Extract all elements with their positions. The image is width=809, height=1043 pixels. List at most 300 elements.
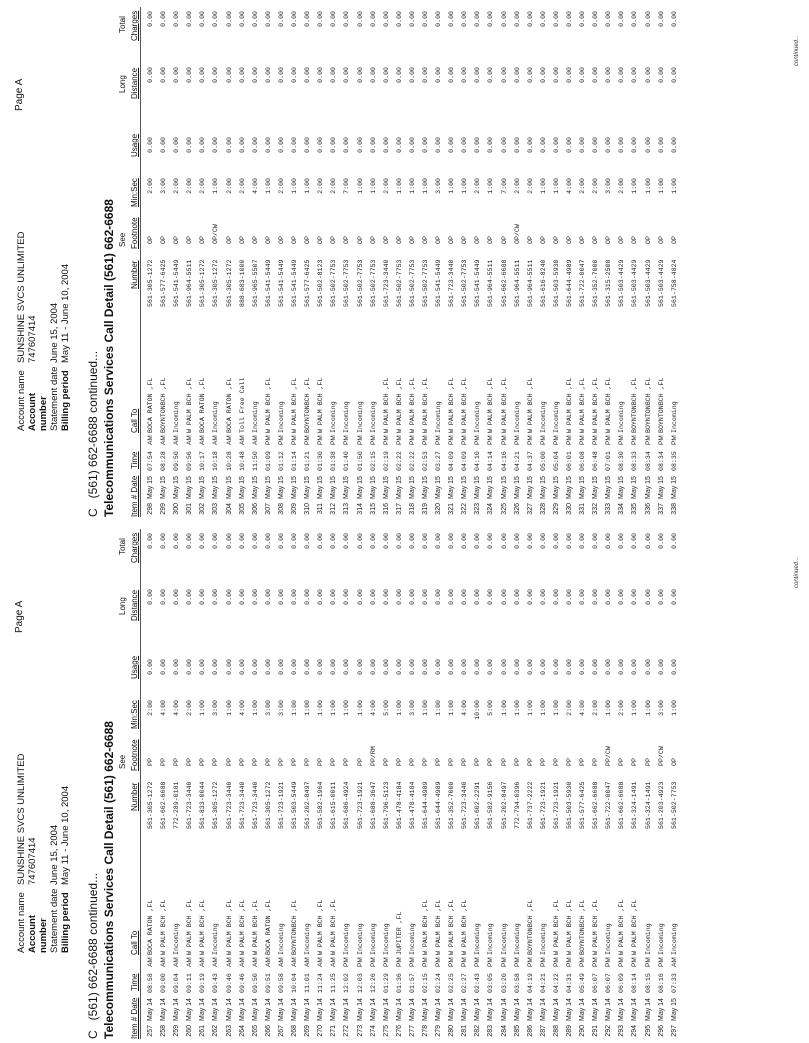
- section-letter: C: [86, 1030, 100, 1039]
- call-time: 09:43: [212, 973, 220, 993]
- call-to: W PALM BCH ,FL: [435, 899, 443, 955]
- duration: 1:00: [343, 700, 351, 716]
- long-distance-charge: 0.00: [330, 589, 338, 605]
- table-row: [380, 529, 393, 1039]
- long-distance-charge: 0.00: [500, 589, 508, 605]
- call-to: BOYNTONBCH ,FL: [579, 899, 587, 955]
- usage-charge: 0.00: [238, 659, 246, 675]
- item-number: 313: [343, 503, 351, 515]
- duration: 3:00: [277, 700, 285, 716]
- call-time: 11:50: [251, 451, 259, 471]
- phone-number: 561-541-5449: [264, 259, 272, 307]
- phone-number: 561-502-7753: [343, 259, 351, 307]
- total-charge: 0.00: [264, 11, 272, 27]
- item-number: 316: [382, 503, 390, 515]
- usage-charge: 0.00: [225, 137, 233, 153]
- total-charge: 0.00: [644, 533, 652, 549]
- table-row: [314, 529, 327, 1039]
- long-distance-charge: 0.00: [173, 67, 181, 83]
- total-charge: 0.00: [304, 533, 312, 549]
- call-ampm: PM: [343, 435, 351, 445]
- footnote-code: PP: [526, 758, 534, 766]
- footnote-header: Footnote: [130, 217, 139, 249]
- duration: 3:00: [408, 700, 416, 716]
- item-number: 271: [330, 1025, 338, 1037]
- call-to: BOYNTONBCH ,FL: [304, 377, 312, 433]
- time-header: Time: [130, 973, 139, 991]
- usage-charge: 0.00: [160, 659, 168, 675]
- call-date: May 15: [291, 476, 299, 499]
- footnote-code: OP: [395, 236, 403, 244]
- long-distance-charge: 0.00: [435, 67, 443, 83]
- item-number: 270: [317, 1025, 325, 1037]
- table-row: [393, 7, 406, 517]
- long-distance-charge: 0.00: [605, 589, 613, 605]
- phone-number: 561-502-7753: [408, 259, 416, 307]
- duration: 2:00: [526, 178, 534, 194]
- call-time: 10:48: [238, 451, 246, 471]
- call-time: 01:12: [277, 451, 285, 471]
- footnote-code: PP/RM: [369, 746, 377, 766]
- long-distance-charge: 0.00: [199, 67, 207, 83]
- phone-number: 561-502-7753: [356, 259, 364, 307]
- phone-number: 561-737-2222: [526, 781, 534, 829]
- call-time: 08:28: [160, 451, 168, 471]
- call-time: 12:03: [356, 973, 364, 993]
- call-ampm: PM: [343, 957, 351, 967]
- duration: 1:00: [448, 178, 456, 194]
- table-row: [196, 7, 209, 517]
- call-time: 04:37: [526, 451, 534, 471]
- call-ampm: PM: [657, 957, 665, 967]
- item-number: 311: [317, 503, 325, 515]
- duration: 2:00: [186, 700, 194, 716]
- long-distance-charge: 0.00: [317, 67, 325, 83]
- total-charge: 0.00: [212, 11, 220, 27]
- call-ampm: AM: [147, 957, 154, 967]
- total-charge: 0.00: [566, 533, 573, 549]
- call-time: 08:34: [644, 451, 652, 471]
- total-charge: 0.00: [395, 11, 403, 27]
- statement-date-value: June 15, 2004: [49, 302, 60, 363]
- item-number: 312: [330, 503, 338, 515]
- call-to: BOYNTONBCH ,FL: [291, 899, 299, 955]
- call-ampm: AM: [238, 435, 246, 445]
- call-ampm: PM: [291, 435, 299, 445]
- duration: 1:00: [408, 178, 416, 194]
- phone-number: 561-723-3440: [238, 781, 246, 829]
- table-row: [301, 7, 314, 517]
- phone-number: 561-616-8240: [539, 259, 547, 307]
- call-date: May 15: [264, 476, 272, 499]
- call-date: May 15: [670, 998, 678, 1021]
- long-distance-charge: 0.00: [343, 67, 351, 83]
- statement-date-label: Statement date: [49, 888, 60, 953]
- footnote-code: OP: [657, 236, 665, 244]
- call-ampm: AM: [330, 957, 338, 967]
- total-charge: 0.00: [277, 533, 285, 549]
- long-distance-charge: 0.00: [552, 589, 560, 605]
- item-number: 290: [579, 1025, 587, 1037]
- duration: 4:00: [238, 700, 246, 716]
- call-ampm: PM: [552, 957, 560, 967]
- call-to: W PALM BCH ,FL: [421, 377, 429, 433]
- call-to: W PALM BCH ,FL: [251, 899, 259, 955]
- call-to: W PALM BCH ,FL: [448, 377, 456, 433]
- footnote-code: OP: [382, 236, 390, 244]
- table-row: [183, 529, 196, 1039]
- footnote-code: PP: [382, 758, 390, 766]
- call-time: 08:16: [657, 973, 665, 993]
- call-date: May 15: [657, 476, 665, 499]
- footnote-code: OP: [356, 236, 364, 244]
- call-time: 02:27: [461, 973, 469, 993]
- footnote-code: PP: [291, 758, 299, 766]
- charges-header: Charges: [130, 532, 139, 563]
- item-number: 276: [395, 1025, 403, 1037]
- usage-charge: 0.00: [369, 659, 377, 675]
- call-ampm: AM: [160, 435, 168, 445]
- total-charge: 0.00: [251, 533, 259, 549]
- call-to: W PALM BCH ,FL: [526, 377, 534, 433]
- total-charge: 0.00: [605, 11, 613, 27]
- long-distance-charge: 0.00: [382, 67, 390, 83]
- table-row: [498, 529, 511, 1039]
- usage-charge: 0.00: [304, 659, 312, 675]
- usage-charge: 0.00: [291, 659, 299, 675]
- page-label: Page A: [14, 78, 25, 111]
- item-number: 325: [500, 503, 508, 515]
- call-ampm: PM: [539, 435, 547, 445]
- long-distance-charge: 0.00: [579, 589, 587, 605]
- duration: 1:00: [526, 700, 534, 716]
- phone-number: 561-615-0011: [330, 781, 338, 829]
- call-date: May 14: [147, 998, 154, 1021]
- long-distance-charge: 0.00: [356, 589, 364, 605]
- phone-number: 561-686-4924: [343, 781, 351, 829]
- long-distance-charge: 0.00: [395, 67, 403, 83]
- phone-number: 888-683-1000: [238, 259, 246, 307]
- call-ampm: PM: [605, 435, 613, 445]
- item-date-header: Item # Date: [130, 475, 139, 517]
- footnote-code: PP: [317, 758, 325, 766]
- phone-number: 561-723-3440: [225, 781, 233, 829]
- usage-charge: 0.00: [304, 137, 312, 153]
- usage-charge: 0.00: [566, 137, 573, 153]
- long-distance-charge: 0.00: [500, 67, 508, 83]
- call-date: May 15: [395, 476, 403, 499]
- phone-number: 561-305-1272: [199, 259, 207, 307]
- total-charge: 0.00: [448, 533, 456, 549]
- call-date: May 15: [343, 476, 351, 499]
- call-time: 07:54: [147, 451, 154, 471]
- call-ampm: PM: [526, 435, 534, 445]
- table-row: [537, 529, 550, 1039]
- call-ampm: AM: [199, 435, 207, 445]
- call-to: Incoming: [487, 923, 495, 955]
- call-time: 04:21: [539, 973, 547, 993]
- continued-heading-text: (561) 662-6688 continued...: [86, 872, 100, 1021]
- call-date: May 14: [618, 998, 626, 1021]
- phone-number: 561-662-6688: [618, 781, 626, 829]
- duration: 2:00: [225, 178, 233, 194]
- call-time: 01:50: [356, 451, 364, 471]
- long-distance-charge: 0.00: [277, 67, 285, 83]
- footnote-code: OP: [461, 236, 469, 244]
- call-to: BOCA RATON ,FL: [264, 899, 272, 955]
- item-number: 284: [500, 1025, 508, 1037]
- duration: 1:00: [251, 700, 259, 716]
- footnote-code: PP: [408, 758, 416, 766]
- total-charge: 0.00: [487, 11, 495, 27]
- phone-number: 561-662-6688: [160, 781, 168, 829]
- item-number: 331: [579, 503, 587, 515]
- table-row: [550, 7, 563, 517]
- total-charge: 0.00: [526, 11, 534, 27]
- phone-number: 561-541-5449: [173, 259, 181, 307]
- call-date: May 15: [461, 476, 469, 499]
- statement-page-left: [0, 522, 809, 1043]
- usage-charge: 0.00: [356, 137, 364, 153]
- call-ampm: PM: [317, 435, 325, 445]
- call-time: 04:22: [552, 973, 560, 993]
- table-row: [314, 7, 327, 517]
- usage-charge: 0.00: [435, 137, 443, 153]
- footnote-code: OP: [251, 236, 259, 244]
- footnote-code: PP: [513, 758, 521, 766]
- call-to: W PALM BCH ,FL: [264, 377, 272, 433]
- call-ampm: PM: [474, 957, 482, 967]
- call-to: Incoming: [343, 401, 351, 433]
- call-time: 03:20: [500, 973, 508, 993]
- item-number: 303: [212, 503, 220, 515]
- usage-charge: 0.00: [552, 137, 560, 153]
- call-date: May 15: [356, 476, 364, 499]
- table-row: [157, 7, 170, 517]
- item-number: 335: [631, 503, 639, 515]
- usage-charge: 0.00: [487, 659, 495, 675]
- total-charge: 0.00: [199, 11, 207, 27]
- call-to: BOCA RATON ,FL: [147, 899, 154, 955]
- long-distance-charge: 0.00: [448, 67, 456, 83]
- usage-charge: 0.00: [251, 137, 259, 153]
- item-number: 309: [291, 503, 299, 515]
- item-number: 278: [421, 1025, 429, 1037]
- table-row: [628, 7, 641, 517]
- phone-number: 772-794-0396: [513, 781, 521, 829]
- statement-date-value: June 15, 2004: [49, 824, 60, 885]
- duration: 4:00: [461, 700, 469, 716]
- call-date: May 14: [277, 998, 285, 1021]
- call-to: W PALM BCH ,FL: [186, 899, 194, 955]
- total-charge: 0.00: [317, 533, 325, 549]
- call-date: May 14: [369, 998, 377, 1021]
- call-time: 06:07: [592, 973, 600, 993]
- call-ampm: PM: [592, 957, 600, 967]
- usage-charge: 0.00: [670, 659, 678, 675]
- call-to: Incoming: [435, 401, 443, 433]
- total-charge: 0.00: [408, 533, 416, 549]
- call-date: May 14: [657, 998, 665, 1021]
- table-row: [563, 7, 576, 517]
- long-distance-charge: 0.00: [566, 67, 573, 83]
- item-number: 259: [173, 1025, 181, 1037]
- call-time: 02:15: [369, 451, 377, 471]
- usage-charge: 0.00: [500, 137, 508, 153]
- call-date: May 14: [592, 998, 600, 1021]
- footnote-code: OP: [474, 236, 482, 244]
- call-to: Incoming: [605, 923, 613, 955]
- table-row: [275, 529, 288, 1039]
- call-date: May 14: [160, 998, 168, 1021]
- call-ampm: PM: [395, 435, 403, 445]
- call-time: 04:21: [513, 451, 521, 471]
- phone-number: 561-723-3440: [382, 259, 390, 307]
- phone-number: 561-305-1272: [147, 781, 154, 829]
- duration: 1:00: [631, 178, 639, 194]
- call-ampm: PM: [408, 957, 416, 967]
- usage-charge: 0.00: [448, 137, 456, 153]
- billing-period-value: May 11 - June 10, 2004: [60, 263, 71, 363]
- table-row: [419, 7, 432, 517]
- duration: 1:00: [539, 178, 547, 194]
- item-number: 258: [160, 1025, 168, 1037]
- call-date: May 15: [277, 476, 285, 499]
- call-ampm: PM: [382, 957, 390, 967]
- call-to: Incoming: [330, 401, 338, 433]
- phone-number: 561-662-6688: [592, 781, 600, 829]
- call-ampm: PM: [356, 957, 364, 967]
- table-row: [432, 7, 445, 517]
- phone-number: 561-758-4824: [670, 259, 678, 307]
- usage-charge: 0.00: [147, 137, 154, 153]
- call-ampm: AM: [186, 957, 194, 967]
- call-time: 06:09: [618, 973, 626, 993]
- total-charge: 0.00: [238, 533, 246, 549]
- call-to: W PALM BCH ,FL: [579, 377, 587, 433]
- table-row: [406, 529, 419, 1039]
- item-number: 328: [539, 503, 547, 515]
- phone-number: 561-324-1491: [644, 781, 652, 829]
- total-charge: 0.00: [618, 533, 626, 549]
- table-row: [642, 7, 655, 517]
- header-rule: [140, 529, 141, 1039]
- call-time: 09:46: [238, 973, 246, 993]
- item-date-header: Item # Date: [130, 997, 139, 1039]
- account-name-label: Account name: [16, 892, 27, 953]
- table-row: [458, 529, 471, 1039]
- call-to: BOYNTONBCH ,FL: [657, 377, 665, 433]
- long-distance-charge: 0.00: [160, 67, 168, 83]
- duration: 2:00: [147, 178, 154, 194]
- duration: 4:00: [173, 700, 181, 716]
- total-charge: 0.00: [657, 533, 665, 549]
- duration: 1:00: [448, 700, 456, 716]
- total-charge: 0.00: [160, 533, 168, 549]
- call-time: 01:40: [343, 451, 351, 471]
- phone-number: 561-203-4923: [657, 781, 665, 829]
- footnote-code: OP: [173, 236, 181, 244]
- footnote-code: OP: [618, 236, 626, 244]
- item-number: 299: [160, 503, 168, 515]
- duration: 2:00: [566, 700, 573, 716]
- total-charge: 0.00: [147, 533, 154, 549]
- long-distance-charge: 0.00: [264, 67, 272, 83]
- footnote-code: PP: [644, 758, 652, 766]
- call-ampm: PM: [395, 957, 403, 967]
- item-number: 274: [369, 1025, 377, 1037]
- footnote-code: OP: [147, 236, 154, 244]
- call-to: W PALM BCH ,FL: [330, 899, 338, 955]
- duration: 2:00: [592, 700, 600, 716]
- call-ampm: PM: [631, 435, 639, 445]
- table-row: [511, 529, 524, 1039]
- duration: 1:00: [395, 700, 403, 716]
- footnote-code: PP: [500, 758, 508, 766]
- call-to: Incoming: [500, 923, 508, 955]
- long-distance-charge: 0.00: [199, 589, 207, 605]
- call-ampm: PM: [277, 435, 285, 445]
- column-header: [118, 529, 142, 1039]
- item-number: 285: [513, 1025, 521, 1037]
- duration: 2:00: [592, 178, 600, 194]
- total-charge: 0.00: [618, 11, 626, 27]
- footnote-code: PP: [618, 758, 626, 766]
- call-ampm: AM: [317, 957, 325, 967]
- table-row: [484, 7, 497, 517]
- call-to: W PALM BCH ,FL: [605, 377, 613, 433]
- total-charge: 0.00: [513, 533, 521, 549]
- total-charge: 0.00: [539, 11, 547, 27]
- duration: 4:00: [251, 178, 259, 194]
- duration: 1:00: [539, 700, 547, 716]
- call-date: May 15: [539, 476, 547, 499]
- usage-charge: 0.00: [579, 137, 587, 153]
- table-row: [223, 529, 236, 1039]
- call-ampm: PM: [382, 435, 390, 445]
- call-to: Incoming: [369, 923, 377, 955]
- call-date: May 14: [474, 998, 482, 1021]
- footnote-code: OP: [330, 236, 338, 244]
- table-row: [602, 7, 615, 517]
- usage-charge: 0.00: [605, 659, 613, 675]
- duration: 1:00: [356, 700, 364, 716]
- call-time: 02:22: [395, 451, 403, 471]
- footnote-code: PP/CW: [657, 746, 665, 766]
- phone-number: 561-833-0044: [199, 781, 207, 829]
- phone-number: 561-541-5449: [474, 259, 482, 307]
- call-time: 01:21: [304, 451, 312, 471]
- footnote-code: PP: [448, 758, 456, 766]
- call-time: 08:58: [147, 973, 154, 993]
- call-time: 01:29: [382, 973, 390, 993]
- billing-period-label: Billing period: [60, 892, 71, 953]
- item-number: 319: [421, 503, 429, 515]
- call-ampm: PM: [487, 957, 495, 967]
- duration: 3:00: [212, 700, 220, 716]
- phone-number: 561-723-1921: [356, 781, 364, 829]
- call-to: Incoming: [513, 923, 521, 955]
- duration: 4:00: [566, 178, 573, 194]
- call-date: May 14: [421, 998, 429, 1021]
- footnote-code: OP: [199, 236, 207, 244]
- call-date: May 15: [631, 476, 639, 499]
- phone-number: 561-502-7753: [461, 259, 469, 307]
- usage-charge: 0.00: [421, 659, 429, 675]
- call-ampm: AM: [225, 435, 233, 445]
- duration: 2:00: [186, 178, 194, 194]
- call-ampm: PM: [592, 435, 600, 445]
